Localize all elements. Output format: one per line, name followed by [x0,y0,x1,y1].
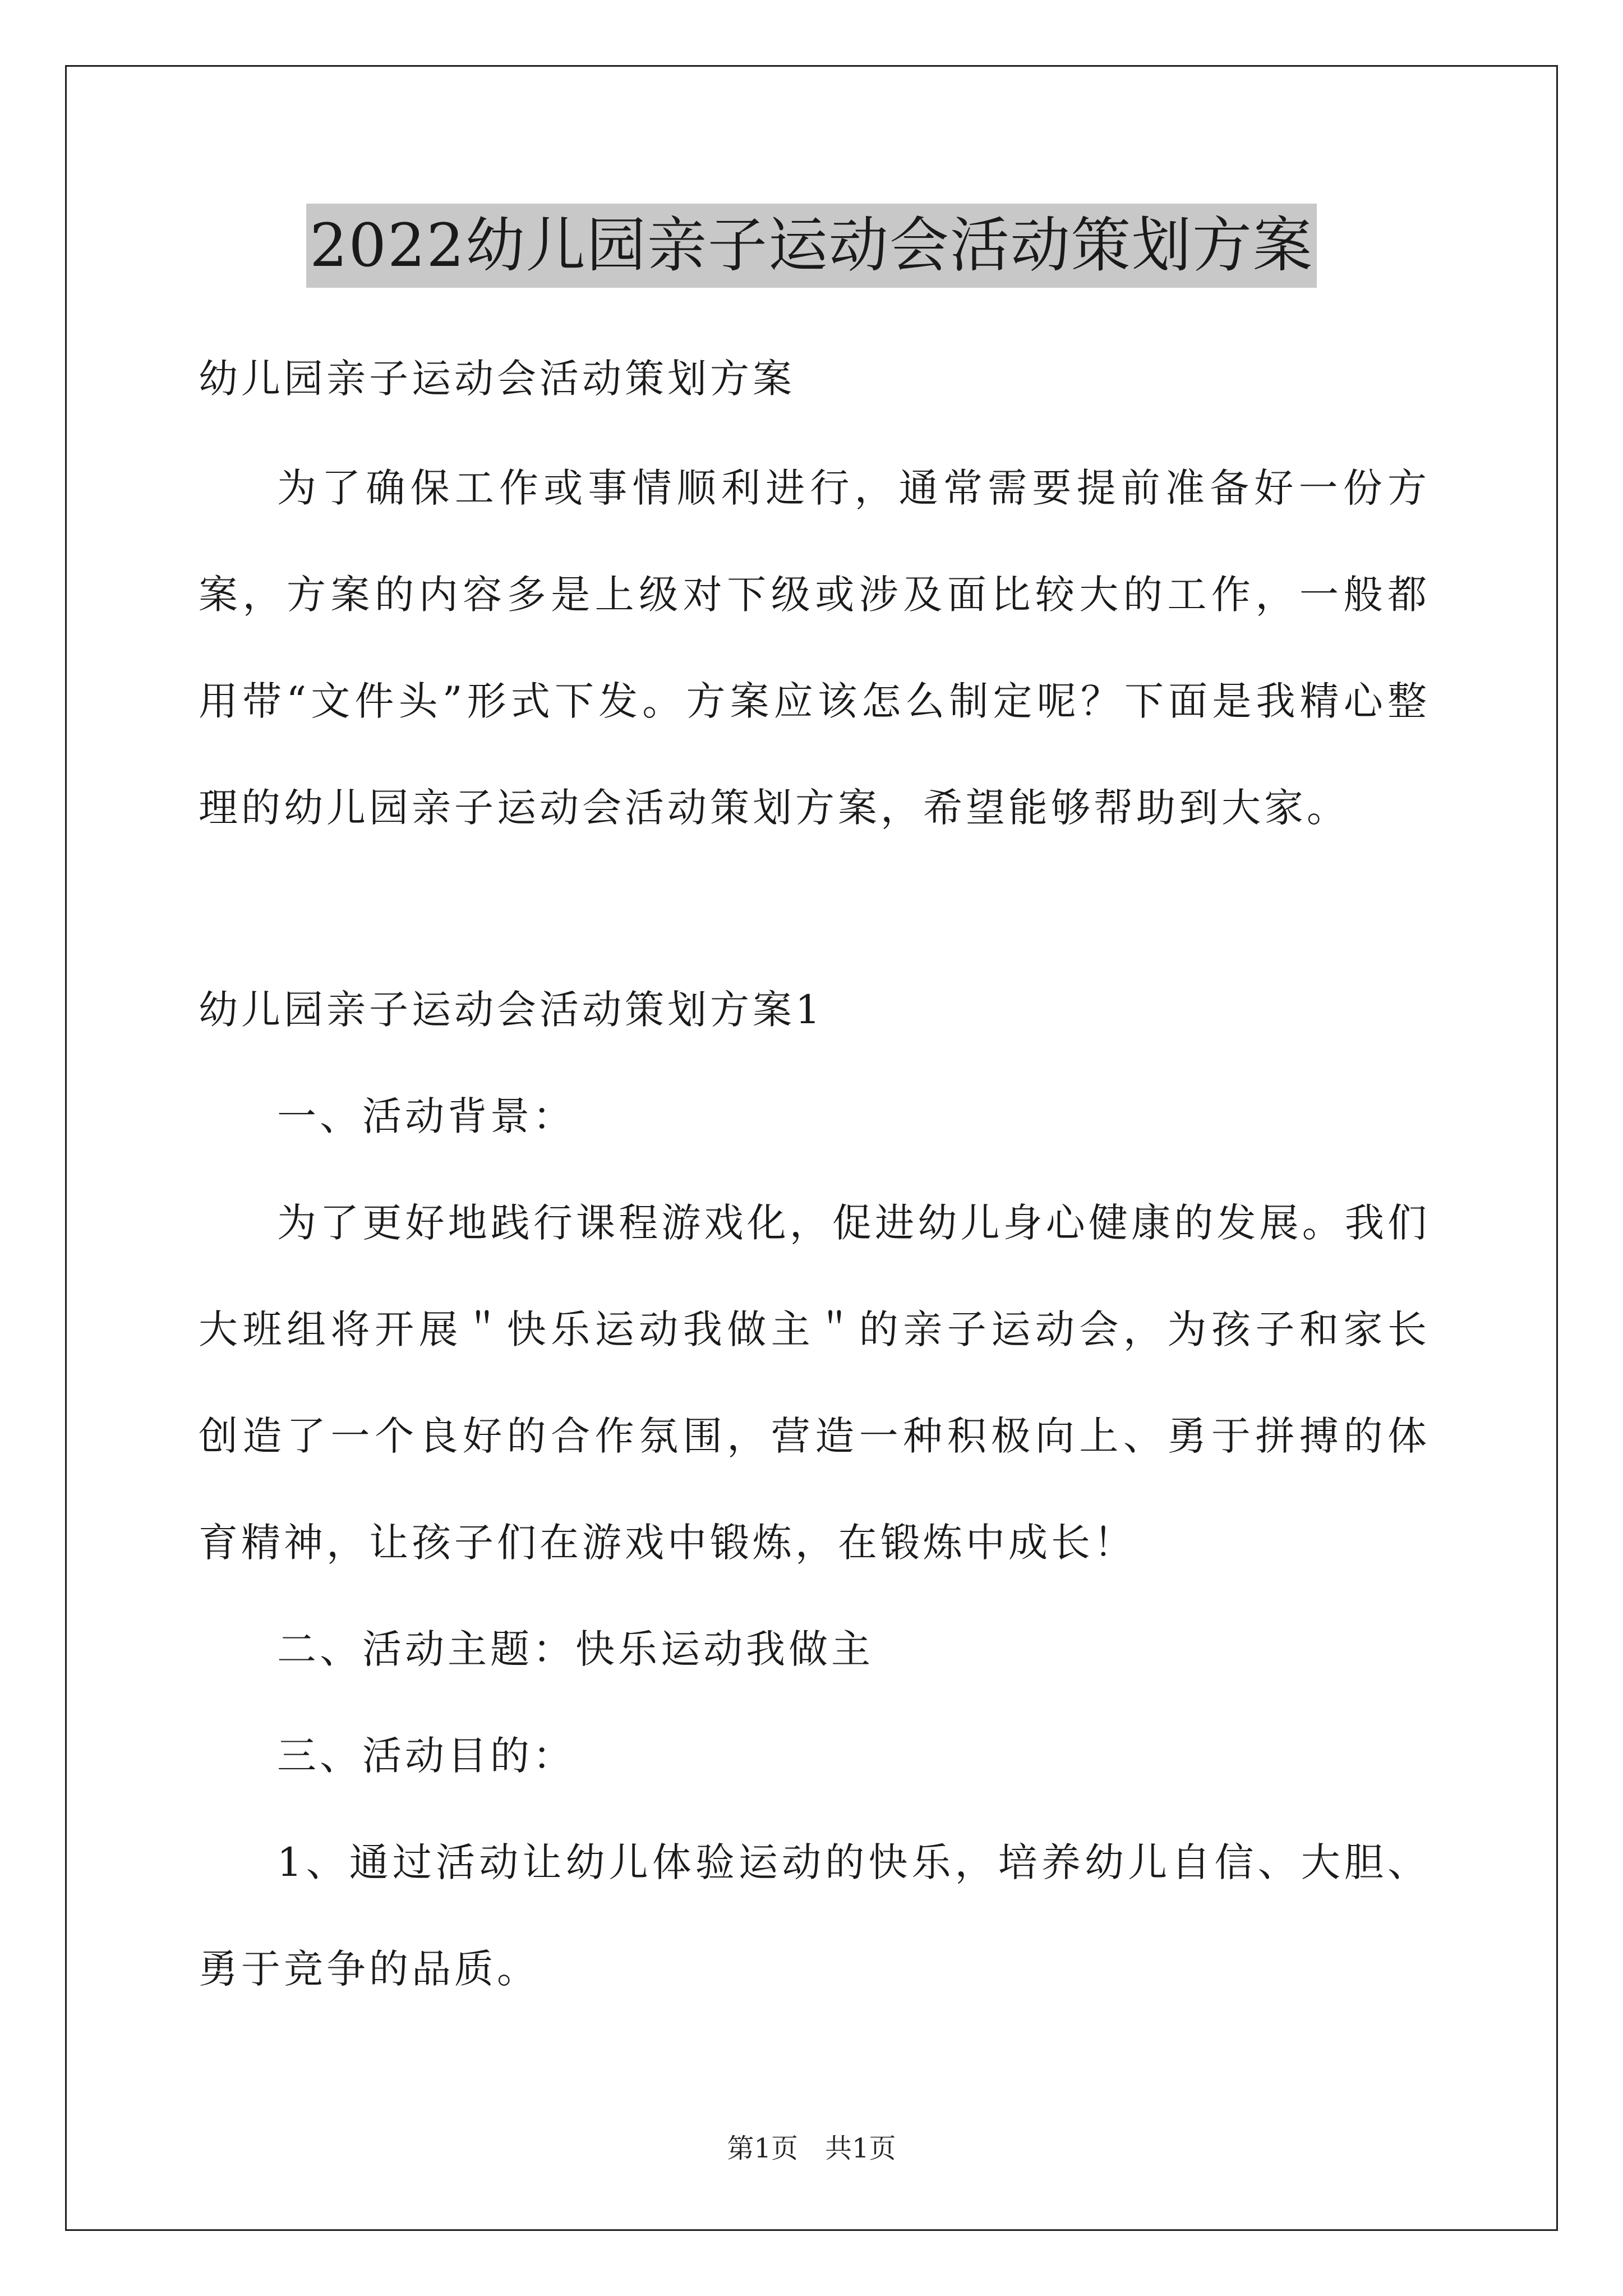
section-1-heading: 幼儿园亲子运动会活动策划方案1 [199,987,824,1033]
section-1 [199,956,1430,2022]
document-subtitle: 幼儿园亲子运动会活动策划方案 [199,356,795,402]
document-title [0,204,1623,288]
page-number-footer: 第1页 共1页 [727,2133,896,2164]
theme-line: 二、活动主题：快乐运动我做主 [277,1626,874,1672]
goal-item-1: 1、通过活动让幼儿体验运动的快乐，培养幼儿自信、大胆、勇于竞争的品质。 [199,1839,1430,1992]
background-heading: 一、活动背景： [277,1093,575,1139]
background-paragraph: 为了更好地践行课程游戏化，促进幼儿身心健康的发展。我们大班组将开展＂快乐运动我做主＂的亲子运动会，为孩子和家长创造了一个良好的合作氛围，营造一种积极向上、勇于拼搏的体育精神，让孩子们在游戏中锻炼，在锻炼中成长！ [199,1200,1430,1566]
goal-heading: 三、活动目的： [277,1733,575,1779]
intro-paragraph: 为了确保工作或事情顺利进行，通常需要提前准备好一份方案，方案的内容多是上级对下级或涉及面比较大的工作，一般都用带“文件头”形式下发。方案应该怎么制定呢？下面是我精心整理的幼儿园亲子运动会活动策划方案，希望能够帮助到大家。 [199,465,1430,831]
document-title-text: 2022幼儿园亲子运动会活动策划方案 [306,204,1317,288]
